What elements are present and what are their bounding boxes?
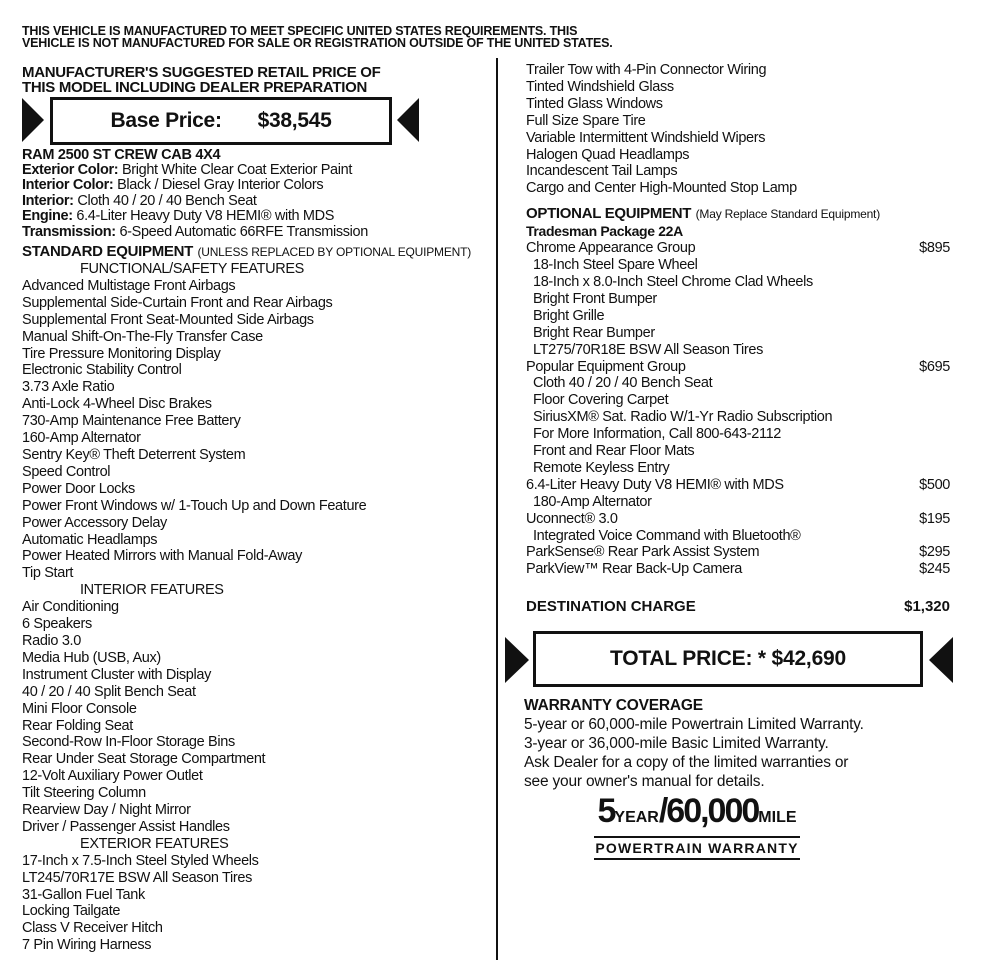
interior-item: Rear Under Seat Storage Compartment: [22, 751, 266, 768]
vehicle-spec-row: [22, 194, 492, 209]
functional-item: Power Accessory Delay: [22, 514, 167, 531]
optional-item: [526, 409, 956, 426]
functional-item: Sentry Key® Theft Deterrent System: [22, 447, 246, 463]
vehicle-spec-value: Cloth 40 / 20 / 40 Bench Seat: [77, 192, 257, 209]
optional-item-text: For More Information, Call 800-643-2112: [533, 426, 782, 443]
vehicle-spec-label: Engine:: [22, 208, 73, 225]
optional-item-text: Remote Keyless Entry: [533, 459, 670, 476]
warranty-line: 5-year or 60,000-mile Powertrain Limited Warranty.: [524, 716, 864, 733]
optional-item-price: $695: [919, 358, 950, 375]
optional-item-text: Bright Front Bumper: [533, 290, 657, 307]
vehicle-spec-label: Transmission:: [22, 223, 116, 240]
logo-rule: [594, 858, 800, 860]
optional-item: [526, 325, 956, 342]
optional-item-text: Cloth 40 / 20 / 40 Bench Seat: [533, 375, 713, 392]
vehicle-spec-value: 6.4-Liter Heavy Duty V8 HEMI® with MDS: [76, 208, 335, 225]
msrp-line-1: MANUFACTURER'S SUGGESTED RETAIL PRICE OF: [22, 64, 381, 81]
logo-year-word: YEAR: [614, 809, 659, 826]
vehicle-spec-row: [22, 209, 492, 224]
left-arrow-icon: [22, 98, 44, 142]
package-title: Tradesman Package 22A: [526, 223, 683, 240]
optional-item-text: 180-Amp Alternator: [533, 493, 652, 510]
optional-item: [526, 291, 956, 308]
exterior-item: Locking Tailgate: [22, 903, 121, 920]
functional-item: Automatic Headlamps: [22, 531, 158, 548]
logo-mile-word: MILE: [758, 809, 797, 826]
optional-item: [526, 443, 956, 460]
optional-item: [526, 342, 956, 359]
functional-item: Speed Control: [22, 463, 111, 480]
export-notice: [22, 25, 622, 49]
optional-item-price: $245: [919, 561, 950, 578]
warranty-line: 3-year or 36,000-mile Basic Limited Warranty.: [524, 735, 829, 752]
optional-item-text: ParkView™ Rear Back-Up Camera: [526, 561, 743, 578]
base-price-box: [50, 97, 392, 145]
warranty-title: WARRANTY COVERAGE: [524, 697, 703, 714]
exterior-list: [22, 853, 492, 954]
warranty-logo-main: [592, 793, 802, 836]
vehicle-spec-value: Bright White Clear Coat Exterior Paint: [121, 162, 353, 178]
optional-item: [526, 511, 956, 528]
functional-item: Anti-Lock 4-Wheel Disc Brakes: [22, 396, 212, 413]
vehicle-spec-value: Black / Diesel Gray Interior Colors: [117, 177, 324, 194]
standard-continued-list: [526, 62, 956, 197]
optional-item-text: ParkSense® Rear Park Assist System: [526, 544, 760, 561]
interior-item: Rear Folding Seat: [22, 717, 133, 734]
optional-item-text: 6.4-Liter Heavy Duty V8 HEMI® with MDS: [526, 476, 784, 493]
vehicle-spec-label: Exterior Color:: [22, 162, 119, 178]
optional-item-text: 18-Inch Steel Spare Wheel: [533, 257, 698, 274]
optional-item-price: $895: [919, 240, 950, 257]
optional-item-text: Bright Rear Bumper: [533, 324, 655, 341]
left-column: [22, 65, 492, 95]
optional-item-text: Integrated Voice Command with Bluetooth®: [533, 527, 801, 544]
interior-item: 12-Volt Auxiliary Power Outlet: [22, 768, 203, 785]
interior-item: Rearview Day / Night Mirror: [22, 802, 191, 819]
standard-continued-item: Cargo and Center High-Mounted Stop Lamp: [526, 180, 797, 197]
optional-item-text: SiriusXM® Sat. Radio W/1-Yr Radio Subscription: [533, 409, 833, 426]
interior-item: Driver / Passenger Assist Handles: [22, 818, 230, 835]
optional-item-text: Uconnect® 3.0: [526, 510, 618, 527]
interior-item: Mini Floor Console: [22, 700, 137, 717]
optional-item: [526, 257, 956, 274]
optional-item-text: LT275/70R18E BSW All Season Tires: [533, 341, 763, 358]
warranty-logo: [592, 793, 802, 860]
standard-note: (UNLESS REPLACED BY OPTIONAL EQUIPMENT): [197, 245, 472, 260]
functional-item: 160-Amp Alternator: [22, 430, 141, 447]
functional-item: Manual Shift-On-The-Fly Transfer Case: [22, 328, 263, 345]
total-price: TOTAL PRICE: * $42,690: [609, 647, 847, 670]
optional-item: [526, 359, 956, 376]
logo-slash: /: [658, 792, 667, 830]
optional-title: OPTIONAL EQUIPMENT: [526, 205, 692, 223]
vehicle-and-standard: [22, 147, 492, 954]
optional-item: [526, 544, 956, 561]
left-arrow-icon: [505, 637, 529, 683]
optional-item-price: $295: [919, 544, 950, 561]
optional-item-text: Popular Equipment Group: [526, 358, 686, 375]
optional-list: [526, 240, 956, 578]
optional-item: [526, 561, 956, 578]
standard-heading: [22, 243, 492, 261]
vehicle-spec-label: Interior:: [22, 192, 74, 209]
interior-list: [22, 599, 492, 836]
logo-caption: POWERTRAIN WARRANTY: [595, 840, 799, 856]
optional-item: [526, 274, 956, 291]
vehicle-specs: [22, 163, 492, 240]
standard-continued-item: Variable Intermittent Windshield Wipers: [526, 129, 766, 146]
exterior-item: 7 Pin Wiring Harness: [22, 937, 152, 954]
logo-miles: 60,000: [666, 792, 759, 830]
exterior-item: Class V Receiver Hitch: [22, 920, 163, 937]
standard-title: STANDARD EQUIPMENT: [22, 243, 193, 261]
logo-years: 5: [597, 792, 615, 830]
optional-item: [526, 477, 956, 494]
vehicle-spec-value: 6-Speed Automatic 66RFE Transmission: [119, 223, 368, 240]
exterior-item: LT245/70R17E BSW All Season Tires: [22, 869, 252, 886]
functional-item: Power Door Locks: [22, 480, 135, 497]
interior-item: Instrument Cluster with Display: [22, 666, 211, 683]
functional-item: Tip Start: [22, 565, 74, 582]
right-arrow-icon: [929, 637, 953, 683]
functional-item: Electronic Stability Control: [22, 362, 182, 379]
exterior-title: EXTERIOR FEATURES: [80, 835, 229, 852]
warranty-line: see your owner's manual for details.: [524, 773, 765, 790]
column-divider: [496, 58, 498, 960]
functional-list: [22, 278, 492, 582]
warranty-lines: [524, 715, 964, 791]
interior-item: Media Hub (USB, Aux): [22, 649, 161, 666]
optional-item-price: $195: [919, 510, 950, 527]
vehicle-spec-row: [22, 163, 492, 178]
optional-item: [526, 528, 956, 545]
optional-item-price: $500: [919, 476, 950, 493]
notice-line-2: VEHICLE IS NOT MANUFACTURED FOR SALE OR REGISTRATION OUTSIDE OF THE UNITED STATES.: [22, 36, 613, 50]
notice-line-1: THIS VEHICLE IS MANUFACTURED TO MEET SPECIFIC UNITED STATES REQUIREMENTS. THIS: [22, 24, 578, 38]
standard-continued-item: Tinted Windshield Glass: [526, 78, 674, 95]
right-column: [526, 62, 956, 578]
standard-continued-item: Trailer Tow with 4-Pin Connector Wiring: [526, 62, 767, 78]
standard-continued-item: Halogen Quad Headlamps: [526, 146, 690, 163]
functional-item: Tire Pressure Monitoring Display: [22, 345, 221, 362]
base-price-label: Base Price:: [110, 109, 222, 132]
optional-item: [526, 375, 956, 392]
optional-item: [526, 240, 956, 257]
optional-item: [526, 460, 956, 477]
functional-item: Supplemental Front Seat-Mounted Side Airbags: [22, 311, 314, 328]
vehicle-spec-row: [22, 178, 492, 193]
interior-item: Air Conditioning: [22, 599, 119, 616]
optional-note: (May Replace Standard Equipment): [695, 207, 880, 222]
warranty-line: Ask Dealer for a copy of the limited warranties or: [524, 754, 849, 771]
optional-item: [526, 426, 956, 443]
functional-title: FUNCTIONAL/SAFETY FEATURES: [80, 261, 305, 278]
msrp-line-2: THIS MODEL INCLUDING DEALER PREPARATION: [22, 79, 367, 96]
standard-continued-item: Incandescent Tail Lamps: [526, 163, 678, 180]
functional-item: 3.73 Axle Ratio: [22, 379, 115, 396]
interior-item: 6 Speakers: [22, 616, 92, 633]
functional-item: 730-Amp Maintenance Free Battery: [22, 413, 241, 430]
exterior-item: 31-Gallon Fuel Tank: [22, 886, 145, 903]
base-price-value: $38,545: [257, 109, 332, 132]
interior-title: INTERIOR FEATURES: [80, 582, 224, 599]
interior-item: Radio 3.0: [22, 632, 81, 649]
vehicle-model: RAM 2500 ST CREW CAB 4X4: [22, 147, 221, 163]
warranty-section: [524, 697, 964, 791]
msrp-heading: [22, 65, 492, 95]
interior-item: 40 / 20 / 40 Split Bench Seat: [22, 683, 196, 700]
interior-item: Second-Row In-Floor Storage Bins: [22, 734, 235, 751]
optional-item-text: Front and Rear Floor Mats: [533, 443, 695, 460]
vehicle-spec-label: Interior Color:: [22, 177, 114, 194]
interior-item: Tilt Steering Column: [22, 785, 146, 802]
vehicle-spec-row: [22, 225, 492, 240]
optional-item: [526, 308, 956, 325]
optional-item-text: Chrome Appearance Group: [526, 240, 696, 257]
standard-continued-item: Full Size Spare Tire: [526, 112, 646, 129]
functional-item: Advanced Multistage Front Airbags: [22, 277, 236, 294]
destination-charge: [526, 598, 950, 615]
exterior-item: 17-Inch x 7.5-Inch Steel Styled Wheels: [22, 852, 259, 869]
destination-value: $1,320: [904, 598, 950, 615]
total-price-box: [533, 631, 923, 687]
functional-item: Supplemental Side-Curtain Front and Rear Airbags: [22, 294, 333, 311]
optional-item-text: 18-Inch x 8.0-Inch Steel Chrome Clad Wheels: [533, 273, 813, 290]
functional-item: Power Front Windows w/ 1-Touch Up and Down Feature: [22, 497, 367, 514]
optional-heading: [526, 205, 956, 223]
optional-item: [526, 494, 956, 511]
optional-item: [526, 392, 956, 409]
functional-item: Power Heated Mirrors with Manual Fold-Away: [22, 548, 302, 565]
optional-item-text: Bright Grille: [533, 307, 605, 324]
destination-label: DESTINATION CHARGE: [526, 598, 696, 615]
optional-item-text: Floor Covering Carpet: [533, 392, 669, 409]
standard-continued-item: Tinted Glass Windows: [526, 95, 663, 112]
right-arrow-icon: [397, 98, 419, 142]
